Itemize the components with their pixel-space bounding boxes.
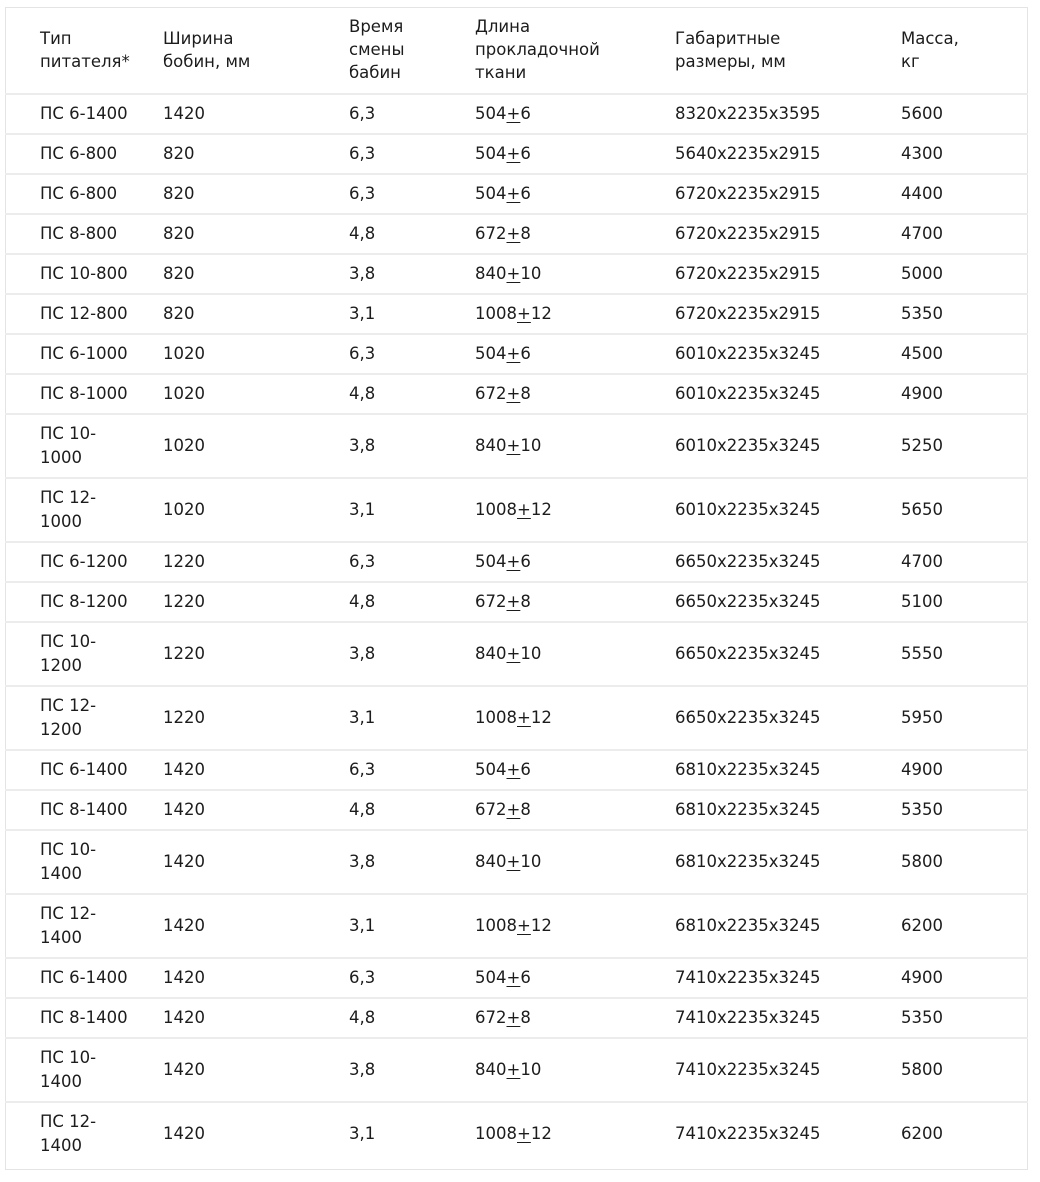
cell-mass: 5550 [901,622,1028,686]
length-base: 504 [475,968,507,987]
cell-change-time: 3,1 [349,478,475,542]
table-row [5,334,1028,374]
cell-change-time: 6,3 [349,750,475,790]
cell-change-time: 6,3 [349,174,475,214]
feeder-type-line: ПС 10- [40,840,97,859]
cell-bobbin-width: 1420 [163,998,349,1038]
feeder-type-line: 1400 [40,928,82,947]
table-row [5,542,1028,582]
feeder-type-line: ПС 10- [40,632,97,651]
header-mass [901,7,1028,94]
cell-mass: 5000 [901,254,1028,294]
length-base: 672 [475,592,507,611]
cell-feeder-type [5,94,163,134]
feeder-type-line: ПС 6-1000 [40,344,128,363]
cell-feeder-type [5,622,163,686]
feeder-type-line: 1000 [40,448,82,467]
cell-bobbin-width: 820 [163,174,349,214]
cell-change-time: 4,8 [349,998,475,1038]
cell-mass: 5350 [901,790,1028,830]
plus-minus-sign: + [506,760,521,779]
cell-change-time: 6,3 [349,134,475,174]
cell-feeder-type [5,478,163,542]
cell-feeder-type [5,542,163,582]
length-tolerance: 10 [520,644,542,663]
table-row [5,374,1028,414]
cell-bobbin-width: 1020 [163,414,349,478]
cell-mass: 4900 [901,374,1028,414]
header-text-line: прокладочной [475,40,600,59]
cell-dimensions: 6650x2235x3245 [675,582,901,622]
cell-change-time: 3,8 [349,622,475,686]
length-tolerance: 8 [520,800,531,819]
length-tolerance: 6 [520,760,531,779]
length-base: 840 [475,436,507,455]
table-row [5,622,1028,686]
cell-mass: 5800 [901,830,1028,894]
length-base: 672 [475,1008,507,1027]
table-header [5,7,1028,94]
cell-mass: 4400 [901,174,1028,214]
feeder-type-line: ПС 6-1400 [40,760,128,779]
cell-dimensions: 6720x2235x2915 [675,294,901,334]
feeder-type-line: ПС 8-800 [40,224,118,243]
cell-bobbin-width: 1420 [163,1102,349,1165]
plus-minus-sign: + [517,500,531,519]
length-base: 672 [475,224,507,243]
cell-fabric-length [475,790,675,830]
cell-feeder-type [5,894,163,958]
header-text-line: ткани [475,63,527,82]
cell-change-time: 3,8 [349,254,475,294]
length-tolerance: 6 [520,552,531,571]
cell-fabric-length [475,294,675,334]
cell-change-time: 4,8 [349,582,475,622]
cell-fabric-length [475,958,675,998]
cell-change-time: 6,3 [349,542,475,582]
plus-minus-sign: + [506,552,521,571]
plus-minus-sign: + [506,144,521,163]
cell-change-time: 3,8 [349,830,475,894]
cell-mass: 5350 [901,294,1028,334]
plus-minus-sign: + [517,916,531,935]
cell-dimensions: 6010x2235x3245 [675,334,901,374]
cell-dimensions: 6010x2235x3245 [675,414,901,478]
plus-minus-sign: + [506,224,521,243]
length-tolerance: 6 [520,968,531,987]
header-bobbin-width [163,7,349,94]
cell-feeder-type [5,294,163,334]
feeder-type-line: ПС 8-1400 [40,800,128,819]
table-row [5,414,1028,478]
cell-dimensions: 6810x2235x3245 [675,790,901,830]
feeder-type-line: 1000 [40,512,82,531]
cell-dimensions: 6810x2235x3245 [675,750,901,790]
length-base: 504 [475,344,507,363]
header-text-line: Тип [40,28,72,48]
table-row [5,958,1028,998]
cell-fabric-length [475,1102,675,1165]
table-row [5,830,1028,894]
length-tolerance: 12 [530,916,552,935]
feeder-type-line: ПС 6-1400 [40,968,128,987]
cell-dimensions: 7410x2235x3245 [675,958,901,998]
cell-change-time: 3,1 [349,294,475,334]
cell-mass: 6200 [901,894,1028,958]
table-row [5,174,1028,214]
plus-minus-sign: + [506,644,521,663]
length-tolerance: 10 [520,852,542,871]
length-base: 504 [475,760,507,779]
plus-minus-sign: + [517,304,531,323]
cell-fabric-length [475,374,675,414]
cell-change-time: 6,3 [349,958,475,998]
cell-fabric-length [475,1038,675,1102]
length-tolerance: 8 [520,384,531,403]
cell-fabric-length [475,542,675,582]
table-row [5,686,1028,750]
cell-change-time: 6,3 [349,94,475,134]
cell-dimensions: 7410x2235x3245 [675,1102,901,1165]
header-text-line: Время [349,17,404,36]
table-row [5,294,1028,334]
length-tolerance: 10 [520,1060,542,1079]
header-text-line: размеры, мм [675,51,786,71]
cell-bobbin-width: 820 [163,254,349,294]
feeder-type-line: ПС 6-1400 [40,104,128,123]
cell-dimensions: 7410x2235x3245 [675,1038,901,1102]
cell-mass: 4900 [901,750,1028,790]
feeder-type-line: ПС 8-1000 [40,384,128,403]
cell-feeder-type [5,830,163,894]
cell-dimensions: 5640x2235x2915 [675,134,901,174]
cell-dimensions: 6720x2235x2915 [675,174,901,214]
header-text-line: смены [349,40,405,59]
cell-dimensions: 6650x2235x3245 [675,542,901,582]
cell-dimensions: 6010x2235x3245 [675,478,901,542]
header-change-time [349,7,475,94]
cell-bobbin-width: 820 [163,214,349,254]
length-tolerance: 8 [520,1008,531,1027]
cell-change-time: 3,1 [349,1102,475,1165]
length-tolerance: 12 [530,1124,552,1143]
cell-change-time: 3,8 [349,1038,475,1102]
length-base: 1008 [475,916,517,935]
length-base: 504 [475,184,507,203]
cell-mass: 4500 [901,334,1028,374]
cell-bobbin-width: 1420 [163,750,349,790]
cell-fabric-length [475,254,675,294]
cell-bobbin-width: 1220 [163,686,349,750]
cell-fabric-length [475,830,675,894]
cell-fabric-length [475,334,675,374]
cell-change-time: 4,8 [349,214,475,254]
length-tolerance: 12 [530,500,552,519]
length-tolerance: 8 [520,224,531,243]
length-base: 504 [475,144,507,163]
cell-bobbin-width: 1420 [163,1038,349,1102]
feeder-type-line: ПС 6-1200 [40,552,128,571]
cell-fabric-length [475,134,675,174]
cell-change-time: 3,1 [349,894,475,958]
cell-feeder-type [5,214,163,254]
cell-dimensions: 6810x2235x3245 [675,894,901,958]
length-base: 672 [475,800,507,819]
cell-feeder-type [5,790,163,830]
header-feeder-type [5,7,163,94]
table-row [5,1102,1028,1165]
cell-feeder-type [5,414,163,478]
cell-change-time: 6,3 [349,334,475,374]
length-base: 1008 [475,708,517,727]
table-row [5,998,1028,1038]
cell-dimensions: 7410x2235x3245 [675,998,901,1038]
cell-dimensions: 6810x2235x3245 [675,830,901,894]
cell-feeder-type [5,134,163,174]
cell-feeder-type [5,1038,163,1102]
cell-feeder-type [5,686,163,750]
cell-mass: 5800 [901,1038,1028,1102]
plus-minus-sign: + [506,184,521,203]
cell-mass: 4700 [901,214,1028,254]
cell-dimensions: 6650x2235x3245 [675,622,901,686]
cell-bobbin-width: 1420 [163,958,349,998]
plus-minus-sign: + [506,852,521,871]
cell-mass: 6200 [901,1102,1028,1165]
cell-bobbin-width: 1220 [163,542,349,582]
plus-minus-sign: + [517,708,531,727]
cell-bobbin-width: 1220 [163,622,349,686]
header-dimensions [675,7,901,94]
header-text-line: Габаритные [675,28,781,48]
cell-fabric-length [475,214,675,254]
cell-bobbin-width: 1020 [163,334,349,374]
length-base: 1008 [475,1124,517,1143]
cell-dimensions: 6720x2235x2915 [675,214,901,254]
cell-mass: 5100 [901,582,1028,622]
table-row [5,254,1028,294]
table-row [5,790,1028,830]
cell-fabric-length [475,174,675,214]
cell-fabric-length [475,94,675,134]
cell-dimensions: 6010x2235x3245 [675,374,901,414]
cell-mass: 5250 [901,414,1028,478]
cell-feeder-type [5,750,163,790]
header-text-line: Ширина [163,28,234,48]
feeder-type-line: 1200 [40,656,82,675]
cell-bobbin-width: 1020 [163,374,349,414]
table-row [5,1038,1028,1102]
length-tolerance: 6 [520,184,531,203]
cell-bobbin-width: 820 [163,134,349,174]
cell-fabric-length [475,750,675,790]
length-base: 840 [475,644,507,663]
table-row [5,894,1028,958]
cell-change-time: 3,8 [349,414,475,478]
plus-minus-sign: + [517,1124,531,1143]
cell-mass: 5950 [901,686,1028,750]
table-row [5,582,1028,622]
length-tolerance: 6 [520,144,531,163]
feeder-type-line: 1400 [40,864,82,883]
cell-change-time: 4,8 [349,374,475,414]
cell-fabric-length [475,686,675,750]
feeder-type-line: ПС 6-800 [40,184,118,203]
cell-fabric-length [475,894,675,958]
cell-fabric-length [475,478,675,542]
cell-bobbin-width: 820 [163,294,349,334]
feeder-type-line: ПС 8-1200 [40,592,128,611]
cell-feeder-type [5,374,163,414]
feeder-specs-table [5,7,1028,1165]
plus-minus-sign: + [506,800,521,819]
cell-bobbin-width: 1220 [163,582,349,622]
cell-feeder-type [5,254,163,294]
length-base: 672 [475,384,507,403]
header-text-line: кг [901,51,920,71]
feeder-type-line: ПС 12-800 [40,304,128,323]
header-text-line: Масса, [901,28,959,48]
length-base: 840 [475,852,507,871]
cell-fabric-length [475,582,675,622]
cell-feeder-type [5,334,163,374]
cell-dimensions: 6720x2235x2915 [675,254,901,294]
length-base: 840 [475,1060,507,1079]
feeder-type-line: ПС 10- [40,1048,97,1067]
plus-minus-sign: + [506,968,521,987]
cell-dimensions: 6650x2235x3245 [675,686,901,750]
feeder-type-line: ПС 12- [40,488,97,507]
cell-feeder-type [5,582,163,622]
feeder-type-line: ПС 10-800 [40,264,128,283]
cell-mass: 4700 [901,542,1028,582]
table-body [5,94,1028,1165]
feeder-type-line: ПС 12- [40,904,97,923]
plus-minus-sign: + [506,384,521,403]
plus-minus-sign: + [506,264,521,283]
cell-mass: 4900 [901,958,1028,998]
header-row [5,7,1028,94]
length-tolerance: 10 [520,436,542,455]
cell-feeder-type [5,998,163,1038]
cell-change-time: 4,8 [349,790,475,830]
feeder-type-line: 1200 [40,720,82,739]
length-tolerance: 10 [520,264,542,283]
feeder-type-line: ПС 8-1400 [40,1008,128,1027]
feeder-type-line: ПС 12- [40,1112,97,1131]
table-row [5,94,1028,134]
table-row [5,750,1028,790]
cell-mass: 5600 [901,94,1028,134]
length-tolerance: 12 [530,304,552,323]
table-row [5,214,1028,254]
cell-feeder-type [5,958,163,998]
length-base: 840 [475,264,507,283]
cell-bobbin-width: 1420 [163,894,349,958]
length-tolerance: 8 [520,592,531,611]
plus-minus-sign: + [506,104,521,123]
plus-minus-sign: + [506,1008,521,1027]
cell-feeder-type [5,1102,163,1165]
feeder-type-line: 1400 [40,1136,82,1155]
cell-mass: 5350 [901,998,1028,1038]
plus-minus-sign: + [506,1060,521,1079]
length-tolerance: 6 [520,344,531,363]
header-text-line: Длина [475,17,531,36]
cell-fabric-length [475,998,675,1038]
feeder-type-line: ПС 12- [40,696,97,715]
table-row [5,134,1028,174]
feeder-type-line: ПС 6-800 [40,144,118,163]
cell-fabric-length [475,622,675,686]
feeder-type-line: 1400 [40,1072,82,1091]
length-base: 1008 [475,304,517,323]
cell-bobbin-width: 1020 [163,478,349,542]
plus-minus-sign: + [506,592,521,611]
header-text-line: бобин, мм [163,51,251,71]
plus-minus-sign: + [506,344,521,363]
header-text-line: питателя* [40,51,130,71]
table-row [5,478,1028,542]
length-base: 504 [475,552,507,571]
cell-change-time: 3,1 [349,686,475,750]
length-base: 504 [475,104,507,123]
cell-fabric-length [475,414,675,478]
length-base: 1008 [475,500,517,519]
cell-dimensions: 8320x2235x3595 [675,94,901,134]
length-tolerance: 6 [520,104,531,123]
cell-mass: 5650 [901,478,1028,542]
cell-bobbin-width: 1420 [163,830,349,894]
cell-feeder-type [5,174,163,214]
length-tolerance: 12 [530,708,552,727]
header-fabric-length [475,7,675,94]
cell-mass: 4300 [901,134,1028,174]
feeder-type-line: ПС 10- [40,424,97,443]
plus-minus-sign: + [506,436,521,455]
header-text-line: бабин [349,63,401,82]
cell-bobbin-width: 1420 [163,94,349,134]
cell-bobbin-width: 1420 [163,790,349,830]
